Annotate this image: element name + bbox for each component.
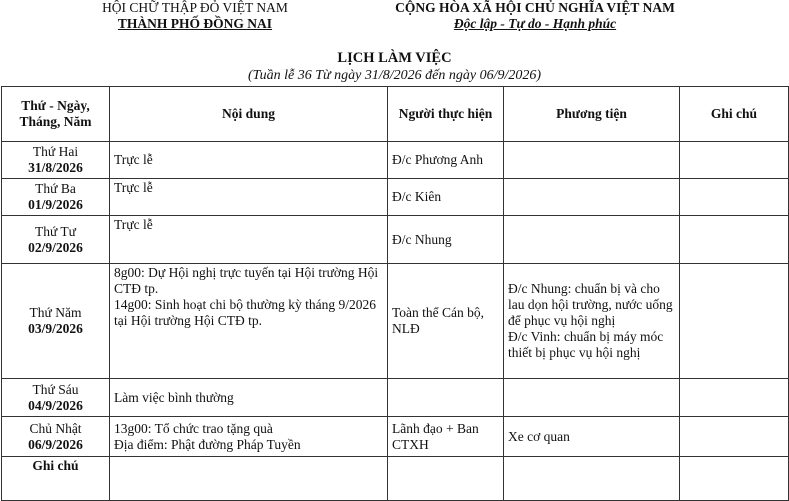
means-line: Xe cơ quan <box>508 428 570 444</box>
date: 01/9/2026 <box>28 197 83 212</box>
day-cell <box>2 216 110 264</box>
table-row <box>2 179 789 216</box>
content-cell <box>110 379 388 417</box>
day-cell <box>2 142 110 179</box>
means-cell <box>504 142 680 179</box>
means-cell <box>504 417 680 457</box>
person-cell: Đ/c Kiên <box>388 179 504 216</box>
day-cell <box>2 379 110 417</box>
content-line: 8g00: Dự Hội nghị trực tuyến tại Hội trường Hội CTĐ tp. <box>114 265 379 296</box>
notes-label: Ghi chú <box>2 457 110 501</box>
note-cell <box>680 264 789 379</box>
means-line: Đ/c Nhung: chuẩn bị và cho lau dọn hội trường, nước uống để phục vụ hội nghị <box>508 281 673 328</box>
date: 04/9/2026 <box>28 397 83 413</box>
notes-content-cell <box>110 457 388 501</box>
content-cell <box>110 417 388 457</box>
column-header-day: Thứ - Ngày, Tháng, Năm <box>2 87 110 142</box>
table-header-row <box>2 87 789 142</box>
notes-row <box>2 457 789 501</box>
note-cell <box>680 417 789 457</box>
schedule-table <box>1 86 789 501</box>
date: 31/8/2026 <box>28 160 83 175</box>
national-header <box>360 0 710 32</box>
date: 06/9/2026 <box>28 436 83 452</box>
weekday: Thứ Tư <box>34 223 76 239</box>
date: 02/9/2026 <box>28 239 83 255</box>
table-row <box>2 417 789 457</box>
weekday: Thứ Sáu <box>32 381 79 397</box>
content-line: Trực lễ <box>114 217 153 232</box>
content-cell <box>110 216 388 264</box>
column-header-content: Nội dung <box>110 87 388 142</box>
content-cell <box>110 179 388 216</box>
note-cell <box>680 142 789 179</box>
means-cell <box>504 216 680 264</box>
content-line: 14g00: Sinh hoạt chi bộ thường kỳ tháng 9/2026 tại Hội trường Hội CTĐ tp. <box>114 297 376 328</box>
content-line: Địa điểm: Phật đường Pháp Tuyền <box>114 436 301 452</box>
means-cell <box>504 264 680 379</box>
column-header-note: Ghi chú <box>680 87 789 142</box>
content-line: Làm việc bình thường <box>114 389 234 405</box>
person-cell: Toàn thể Cán bộ, NLĐ <box>388 264 504 379</box>
content-line: Trực lễ <box>114 180 153 195</box>
person-cell: Đ/c Phương Anh <box>388 142 504 179</box>
column-header-means: Phương tiện <box>504 87 680 142</box>
content-cell <box>110 264 388 379</box>
means-cell <box>504 179 680 216</box>
content-line: Trực lễ <box>114 152 153 167</box>
notes-note-cell <box>680 457 789 501</box>
table-row <box>2 216 789 264</box>
note-cell <box>680 216 789 264</box>
content-line: 13g00: Tổ chức trao tặng quà <box>114 420 273 436</box>
means-cell <box>504 379 680 417</box>
document-subtitle: (Tuần lễ 36 Từ ngày 31/8/2026 đến ngày 06/9/2026) <box>247 68 542 83</box>
weekday: Thứ Hai <box>32 144 79 159</box>
national-motto: Độc lập - Tự do - Hạnh phúc <box>453 16 617 31</box>
content-cell <box>110 142 388 179</box>
table-row <box>2 142 789 179</box>
day-cell <box>2 264 110 379</box>
organization-header <box>95 0 295 32</box>
day-cell <box>2 179 110 216</box>
weekday: Thứ Năm <box>29 305 82 320</box>
date: 03/9/2026 <box>28 321 83 336</box>
column-header-person: Người thực hiện <box>388 87 504 142</box>
table-row <box>2 264 789 379</box>
document-title: LỊCH LÀM VIỆC <box>337 50 452 66</box>
person-cell <box>388 379 504 417</box>
note-cell <box>680 179 789 216</box>
national-title: CỘNG HÒA XÃ HỘI CHỦ NGHĨA VIỆT NAM <box>395 0 675 15</box>
person-cell: Đ/c Nhung <box>388 216 504 264</box>
weekday: Thứ Ba <box>35 181 76 196</box>
table-row <box>2 379 789 417</box>
means-line: Đ/c Vinh: chuẩn bị máy móc thiết bị phục vụ hội nghị <box>508 329 664 360</box>
note-cell <box>680 379 789 417</box>
person-cell: Lãnh đạo + Ban CTXH <box>388 417 504 457</box>
notes-person-cell <box>388 457 504 501</box>
organization-city: THÀNH PHỐ ĐỒNG NAI <box>117 16 273 31</box>
day-cell <box>2 417 110 457</box>
notes-means-cell <box>504 457 680 501</box>
organization-name: HỘI CHỮ THẬP ĐỎ VIỆT NAM <box>102 0 288 15</box>
weekday: Chủ Nhật <box>29 420 82 436</box>
